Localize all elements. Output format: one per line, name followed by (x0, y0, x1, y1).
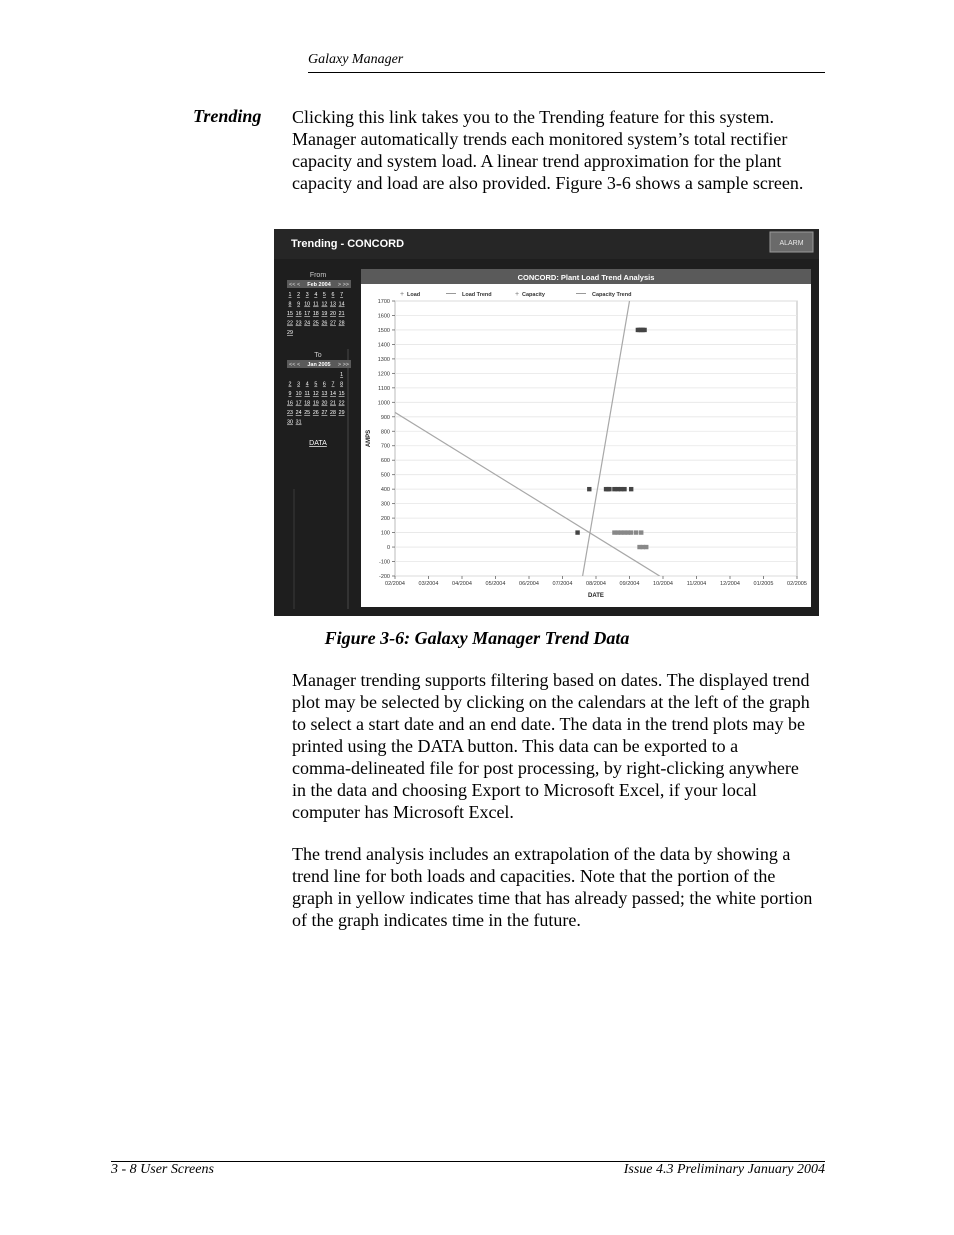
text-line: to select a start date and an end date. The data in the trend plots may be (292, 714, 805, 734)
body-paragraph-2 (292, 843, 812, 931)
calendar-day[interactable]: 17 (304, 311, 311, 317)
text-line: comma-delineated file for post processing, by right-clicking anywhere (292, 758, 799, 778)
calendar-day[interactable]: 9 (297, 301, 301, 308)
calendar-day[interactable]: 6 (331, 292, 335, 298)
calendar-day[interactable]: 9 (288, 391, 292, 397)
calendar-day[interactable]: 12 (312, 391, 319, 397)
y-tick-label: -100 (378, 559, 390, 566)
calendar-day[interactable]: 3 (305, 292, 309, 298)
calendar-day[interactable]: 15 (287, 311, 293, 317)
y-tick-label: 200 (380, 516, 390, 523)
x-tick-label: 07/2004 (552, 581, 573, 587)
x-tick-label: 04/2004 (452, 581, 472, 587)
data-button[interactable]: DATA (309, 440, 327, 447)
capacity-point (622, 487, 626, 491)
calendar-day[interactable]: 13 (330, 301, 336, 308)
y-tick-label: 100 (380, 530, 390, 537)
y-tick-label: 400 (380, 487, 390, 494)
alarm-button-label: ALARM (779, 240, 804, 247)
footer-left: 3 - 8 User Screens (111, 1162, 214, 1177)
y-tick-label: 1300 (377, 356, 390, 363)
x-tick-label: 05/2004 (485, 581, 506, 587)
text-line: capacity and load are also provided. Figure 3-6 shows a sample screen. (292, 173, 804, 193)
calendar-prev-nav[interactable]: << < (289, 362, 301, 368)
capacity-point (642, 328, 646, 332)
legend-entry: Capacity Trend (592, 292, 632, 298)
calendar-day[interactable]: 25 (304, 410, 311, 416)
calendar-day[interactable]: 22 (287, 320, 293, 327)
y-axis-label: AMPS (366, 429, 372, 448)
calendar-day[interactable]: 20 (330, 311, 336, 317)
calendar-day[interactable]: 1 (340, 372, 344, 378)
calendar-day[interactable]: 2 (288, 381, 292, 388)
legend-entry: Capacity (522, 292, 545, 298)
legend-marker: + (514, 291, 520, 298)
load-point (644, 545, 648, 549)
trending-screen-svg (274, 229, 819, 616)
calendar-day[interactable]: 12 (321, 301, 328, 308)
calendar-day[interactable]: 19 (321, 311, 328, 317)
calendar-day[interactable]: 31 (295, 419, 302, 426)
calendar-label: To (314, 352, 322, 359)
calendar-day[interactable]: 21 (330, 400, 336, 407)
calendar-day[interactable]: 23 (287, 410, 293, 416)
section-label: Trending (193, 106, 262, 126)
calendar-next-nav[interactable]: > >> (337, 282, 349, 288)
calendar-day[interactable]: 8 (288, 301, 292, 308)
capacity-point (575, 530, 579, 534)
y-tick-label: 900 (380, 414, 390, 421)
calendar-day[interactable]: 29 (338, 410, 345, 416)
legend-entry: Load Trend (462, 292, 492, 298)
y-tick-label: 800 (380, 429, 390, 436)
calendar-day[interactable]: 24 (304, 320, 311, 327)
calendar-day[interactable]: 1 (288, 292, 292, 298)
figure-caption: Figure 3-6: Galaxy Manager Trend Data (324, 628, 630, 648)
running-head-title: Galaxy Manager (308, 52, 404, 67)
body-paragraph-1 (292, 669, 810, 823)
trending-screenshot (274, 229, 819, 616)
text-line: trend line for both loads and capacities. Note that the portion of the (292, 866, 776, 886)
calendar-day[interactable]: 27 (330, 320, 336, 327)
text-line: Manager trending supports filtering based on dates. The displayed trend (292, 670, 810, 690)
y-tick-label: 1500 (377, 327, 390, 334)
text-line: of the graph indicates time in the future. (292, 910, 581, 930)
calendar-day[interactable]: 5 (322, 292, 326, 298)
calendar-day[interactable]: 22 (338, 400, 345, 407)
x-tick-label: 02/2004 (385, 581, 405, 587)
calendar-month: Feb 2004 (307, 282, 331, 288)
calendar-day[interactable]: 4 (305, 381, 309, 388)
calendar-day[interactable]: 2 (297, 292, 301, 298)
capacity-point (587, 487, 591, 491)
x-tick-label: 08/2004 (586, 581, 606, 587)
header-rule (308, 72, 825, 73)
x-tick-label: 12/2004 (720, 581, 740, 587)
calendar-day[interactable]: 27 (321, 410, 328, 416)
calendar-day[interactable]: 18 (312, 311, 319, 317)
x-tick-label: 10/2004 (653, 581, 673, 587)
y-tick-label: 1000 (377, 400, 390, 407)
y-tick-label: 500 (380, 472, 390, 479)
calendar-day[interactable]: 7 (331, 381, 335, 388)
calendar-day[interactable]: 26 (312, 410, 319, 416)
calendar-day[interactable]: 10 (304, 301, 311, 308)
calendar-day[interactable]: 11 (313, 301, 319, 308)
y-tick-label: 1200 (377, 371, 390, 378)
load-point (634, 530, 638, 534)
calendar-label: From (309, 272, 327, 279)
text-line: computer has Microsoft Excel. (292, 802, 514, 822)
calendar-day[interactable]: 5 (314, 381, 318, 388)
legend-marker: + (399, 291, 405, 298)
chart-title: CONCORD: Plant Load Trend Analysis (517, 273, 655, 282)
calendar-day[interactable]: 29 (287, 330, 293, 336)
calendar-day[interactable]: 25 (312, 320, 319, 327)
calendar-day[interactable]: 28 (330, 410, 336, 416)
y-tick-label: 1600 (377, 313, 390, 320)
y-tick-label: 1700 (377, 299, 390, 305)
calendar-day[interactable]: 8 (340, 381, 344, 388)
text-line: capacity and system load. A linear trend approximation for the plant (292, 151, 782, 171)
calendar-day[interactable]: 14 (338, 301, 345, 308)
window-title: Trending - CONCORD (291, 238, 405, 250)
footer-right: Issue 4.3 Preliminary January 2004 (623, 1162, 825, 1177)
x-tick-label: 11/2004 (686, 581, 707, 587)
text-line: printed using the DATA button. This data can be exported to a (292, 736, 739, 756)
calendar-day[interactable]: 15 (338, 391, 345, 397)
calendar-day[interactable]: 14 (330, 391, 336, 397)
y-tick-label: 300 (380, 501, 390, 508)
calendar-month: Jan 2005 (307, 362, 331, 368)
text-line: Manager automatically trends each monitored system’s total rectifier (292, 129, 788, 149)
calendar-day[interactable]: 30 (287, 419, 293, 426)
load-point (629, 530, 633, 534)
y-tick-label: 0 (386, 545, 390, 552)
calendar-next-nav[interactable]: > >> (337, 362, 349, 368)
calendar-day[interactable]: 26 (321, 320, 328, 327)
y-tick-label: 600 (380, 458, 390, 465)
x-axis-label: DATE (588, 593, 604, 599)
calendar-day[interactable]: 6 (322, 381, 326, 388)
text-line: graph in yellow indicates time that has already passed; the white portion (292, 888, 813, 908)
calendar-day[interactable]: 10 (295, 391, 302, 397)
x-tick-label: 06/2004 (519, 581, 539, 587)
x-tick-label: 03/2004 (418, 581, 439, 587)
x-tick-label: 01/2005 (753, 581, 774, 587)
calendar-day[interactable]: 19 (312, 400, 319, 407)
calendar-day[interactable]: 3 (297, 381, 301, 388)
text-line: The trend analysis includes an extrapolation of the data by showing a (292, 844, 791, 864)
legend-entry: Load (407, 292, 421, 298)
calendar-day[interactable]: 18 (304, 400, 311, 407)
text-line: plot may be selected by clicking on the calendars at the left of the graph (292, 692, 810, 712)
y-tick-label: 1400 (377, 342, 390, 349)
x-tick-label: 09/2004 (619, 581, 640, 587)
calendar-day[interactable]: 4 (314, 292, 318, 298)
capacity-point (629, 487, 633, 491)
calendar-day[interactable]: 17 (295, 400, 302, 407)
capacity-point (607, 487, 611, 491)
calendar-day[interactable]: 16 (295, 311, 302, 317)
calendar-day[interactable]: 23 (295, 320, 302, 327)
y-tick-label: 1100 (378, 385, 390, 392)
x-tick-label: 02/2005 (787, 581, 807, 587)
calendar-day[interactable]: 21 (338, 311, 345, 317)
calendar-day[interactable]: 16 (287, 400, 293, 407)
load-point (639, 530, 643, 534)
y-tick-label: -200 (378, 574, 390, 580)
intro-paragraph (292, 106, 803, 194)
calendar-day[interactable]: 28 (338, 320, 345, 327)
calendar-day[interactable]: 20 (321, 400, 328, 407)
calendar-day[interactable]: 7 (340, 292, 344, 298)
calendar-prev-nav[interactable]: << < (289, 282, 301, 288)
y-tick-label: 700 (380, 443, 390, 450)
plot-area (395, 301, 797, 576)
calendar-day[interactable]: 13 (321, 391, 328, 397)
calendar-day[interactable]: 11 (304, 391, 310, 397)
text-line: in the data and choosing Export to Microsoft Excel, if your local (292, 780, 757, 800)
text-line: Clicking this link takes you to the Trending feature for this system. (292, 107, 774, 127)
calendar-day[interactable]: 24 (295, 410, 302, 416)
